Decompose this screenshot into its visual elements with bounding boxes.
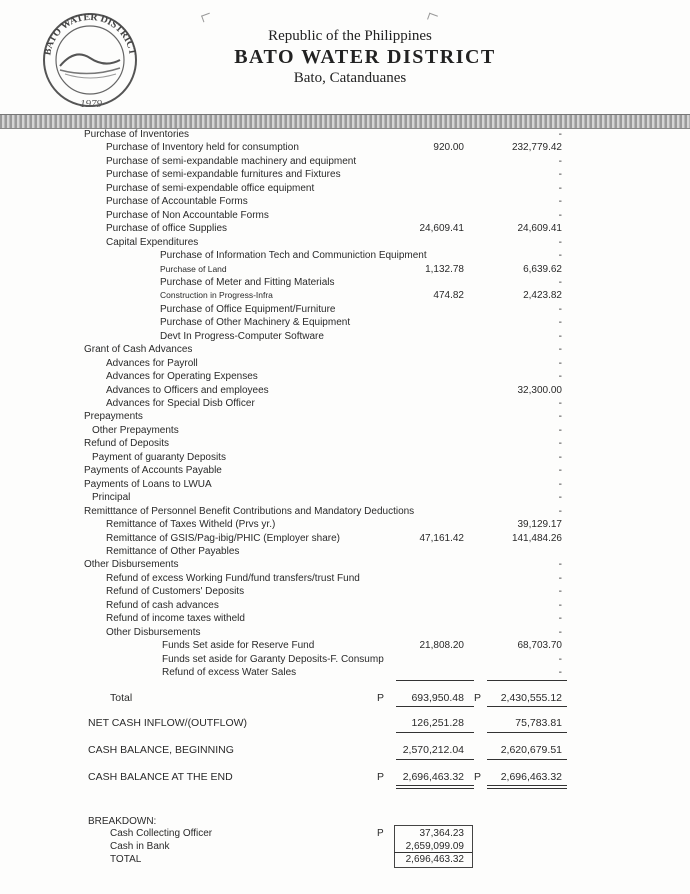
breakdown-label: Cash Collecting Officer bbox=[110, 828, 213, 839]
line-item-label: Purchase of Accountable Forms bbox=[106, 196, 248, 208]
line-item-value-1: 24,609.41 bbox=[419, 223, 464, 235]
line-item-label: Purchase of Inventories bbox=[84, 129, 190, 140]
line-item-value-2: - bbox=[558, 155, 562, 167]
line-item bbox=[0, 572, 690, 586]
total-value-2: 2,430,555.12 bbox=[500, 692, 562, 704]
line-item-value-1: 474.82 bbox=[433, 290, 464, 302]
line-item bbox=[0, 222, 690, 236]
line-item bbox=[0, 182, 690, 196]
line-item-value-2: 68,703.70 bbox=[517, 640, 562, 652]
line-item-value-2: - bbox=[558, 505, 562, 517]
net-value-2: 75,783.81 bbox=[515, 717, 562, 729]
line-item-value-2: - bbox=[558, 357, 562, 369]
line-item-value-2: 24,609.41 bbox=[517, 223, 562, 235]
breakdown-row bbox=[0, 853, 690, 867]
line-item-value-2: - bbox=[558, 667, 562, 678]
line-item-value-2: - bbox=[558, 478, 562, 490]
rule bbox=[487, 706, 567, 707]
line-item bbox=[0, 585, 690, 599]
header-location: Bato, Catanduanes bbox=[293, 70, 407, 86]
breakdown-box bbox=[394, 825, 473, 868]
line-item bbox=[0, 424, 690, 438]
line-item-value-2: - bbox=[558, 653, 562, 665]
line-item bbox=[0, 209, 690, 223]
line-item-value-1: 1,132.78 bbox=[425, 263, 464, 275]
end-value-2: 2,696,463.32 bbox=[500, 771, 562, 783]
line-item-label: Advances for Payroll bbox=[106, 357, 198, 369]
line-item bbox=[0, 626, 690, 640]
line-item bbox=[0, 478, 690, 492]
line-item-value-2: - bbox=[558, 250, 562, 262]
line-item-label: Payments of Loans to LWUA bbox=[84, 478, 212, 490]
line-item bbox=[0, 464, 690, 478]
rule bbox=[396, 732, 474, 733]
line-item-label: Purchase of Land bbox=[160, 263, 227, 274]
line-item-label: Advances for Operating Expenses bbox=[106, 371, 258, 383]
line-item bbox=[0, 599, 690, 613]
line-item-label: Purchase of semi-expandable furnitures and Fixtures bbox=[106, 169, 341, 181]
line-item-label: Purchase of office Supplies bbox=[106, 223, 228, 235]
line-item bbox=[0, 491, 690, 505]
line-item-value-2: - bbox=[558, 182, 562, 194]
line-item bbox=[0, 451, 690, 465]
line-item-value-2: - bbox=[558, 492, 562, 504]
line-item-label: Refund of excess Working Fund/fund transfers/trust Fund bbox=[106, 572, 360, 584]
scan-mark bbox=[201, 13, 212, 23]
line-item bbox=[0, 343, 690, 357]
line-item-value-2: 141,484.26 bbox=[511, 532, 562, 544]
breakdown-row bbox=[0, 840, 690, 854]
line-item-value-2: - bbox=[558, 626, 562, 638]
peso-sign: P bbox=[474, 771, 482, 783]
line-item bbox=[0, 155, 690, 169]
line-item bbox=[0, 141, 690, 155]
begin-value-1: 2,570,212.04 bbox=[402, 744, 464, 756]
breakdown-value: 2,696,463.32 bbox=[405, 854, 464, 865]
line-item-value-2: - bbox=[558, 613, 562, 625]
breakdown-value: 2,659,099.09 bbox=[405, 841, 464, 852]
line-item-label: Funds set aside for Garanty Deposits-F. Consump bbox=[162, 653, 384, 665]
line-item bbox=[0, 558, 690, 572]
line-item bbox=[0, 653, 690, 667]
line-item-label: Remitttance of Personnel Benefit Contributions and Mandatory Deductions bbox=[84, 505, 415, 517]
line-item-label: Purchase of Information Tech and Communiction Equipment bbox=[160, 250, 427, 262]
breakdown-label: Cash in Bank bbox=[110, 841, 170, 852]
line-item-value-2: 39,129.17 bbox=[517, 519, 562, 531]
line-item bbox=[0, 263, 690, 277]
line-item bbox=[0, 518, 690, 532]
line-item bbox=[0, 505, 690, 519]
line-item-value-2: 232,779.42 bbox=[511, 142, 562, 154]
rule bbox=[487, 680, 567, 681]
begin-label: CASH BALANCE, BEGINNING bbox=[88, 744, 234, 756]
line-item bbox=[0, 330, 690, 344]
peso-sign: P bbox=[474, 692, 482, 704]
line-item bbox=[0, 545, 690, 559]
end-label: CASH BALANCE AT THE END bbox=[88, 771, 233, 783]
line-item bbox=[0, 357, 690, 371]
net-label: NET CASH INFLOW/(OUTFLOW) bbox=[88, 717, 248, 729]
seal-year: 1979 bbox=[80, 98, 102, 110]
line-item-label: Other Disbursements bbox=[106, 626, 201, 638]
rule bbox=[487, 732, 567, 733]
line-item-label: Purchase of Meter and Fitting Materials bbox=[160, 276, 335, 288]
line-item-label: Purchase of Non Accountable Forms bbox=[106, 209, 269, 221]
line-item-label: Refund of cash advances bbox=[106, 599, 219, 611]
line-item bbox=[0, 639, 690, 653]
net-row bbox=[0, 717, 690, 731]
peso-sign: P bbox=[377, 828, 384, 839]
line-item-label: Refund of excess Water Sales bbox=[162, 667, 297, 678]
peso-sign: P bbox=[377, 692, 385, 704]
line-item-value-2: - bbox=[558, 276, 562, 288]
line-item bbox=[0, 410, 690, 424]
line-item-value-2: - bbox=[558, 303, 562, 315]
line-item-value-2: - bbox=[558, 559, 562, 571]
line-item-label: Advances for Special Disb Officer bbox=[106, 398, 255, 409]
line-item-value-2: 6,639.62 bbox=[523, 263, 562, 275]
line-item-value-2: - bbox=[558, 344, 562, 356]
line-item bbox=[0, 397, 690, 411]
line-item-label: Remittance of Other Payables bbox=[106, 545, 240, 557]
line-item bbox=[0, 128, 690, 142]
peso-sign: P bbox=[377, 771, 385, 783]
breakdown-value: 37,364.23 bbox=[419, 828, 464, 839]
double-rule bbox=[487, 785, 567, 789]
scan-mark bbox=[427, 13, 438, 23]
line-item bbox=[0, 303, 690, 317]
line-item-value-1: 21,808.20 bbox=[419, 640, 464, 652]
line-item-value-2: 2,423.82 bbox=[523, 290, 562, 302]
header-republic: Republic of the Philippines bbox=[268, 28, 432, 44]
line-item-label: Payments of Accounts Payable bbox=[84, 465, 222, 477]
line-item-value-1: 920.00 bbox=[433, 142, 464, 154]
line-item bbox=[0, 289, 690, 303]
line-item-label: Funds Set aside for Reserve Fund bbox=[162, 640, 315, 652]
rule bbox=[396, 680, 474, 681]
total-row bbox=[0, 692, 690, 706]
line-item-value-2: - bbox=[558, 424, 562, 436]
line-item bbox=[0, 249, 690, 263]
line-item-value-2: - bbox=[558, 169, 562, 181]
line-item-label: Devt In Progress-Computer Software bbox=[160, 330, 324, 342]
total-value-1: 693,950.48 bbox=[411, 692, 464, 704]
rule bbox=[396, 759, 474, 760]
line-item bbox=[0, 168, 690, 182]
line-item-value-2: - bbox=[558, 411, 562, 423]
line-item-value-2: - bbox=[558, 465, 562, 477]
line-item-label: Remittance of GSIS/Pag-ibig/PHIC (Employer share) bbox=[106, 532, 340, 544]
rule bbox=[396, 706, 474, 707]
line-item-label: Purchase of Office Equipment/Furniture bbox=[160, 303, 336, 315]
line-item bbox=[0, 236, 690, 250]
line-item-value-2: - bbox=[558, 599, 562, 611]
net-value-1: 126,251.28 bbox=[411, 717, 464, 729]
line-item-value-2: - bbox=[558, 438, 562, 450]
double-rule bbox=[396, 785, 474, 789]
line-item-value-2: - bbox=[558, 398, 562, 409]
line-item-value-2: - bbox=[558, 317, 562, 329]
line-item-value-2: - bbox=[558, 371, 562, 383]
line-item-label: Advances to Officers and employees bbox=[106, 384, 269, 396]
line-item bbox=[0, 532, 690, 546]
breakdown-title: BREAKDOWN: bbox=[88, 816, 157, 827]
line-item-label: Other Prepayments bbox=[92, 424, 179, 436]
total-label: Total bbox=[110, 692, 133, 704]
header-band bbox=[0, 114, 690, 129]
rule bbox=[394, 852, 472, 853]
end-value-1: 2,696,463.32 bbox=[402, 771, 464, 783]
line-item-label: Purchase of semi-expandable machinery and equipment bbox=[106, 155, 357, 167]
seal-text: BATO WATER DISTRICT bbox=[42, 11, 138, 57]
line-item-label: Grant of Cash Advances bbox=[84, 344, 193, 356]
line-item-value-2: - bbox=[558, 451, 562, 463]
line-item-value-2: - bbox=[558, 572, 562, 584]
rule bbox=[487, 759, 567, 760]
line-item-value-1: 47,161.42 bbox=[419, 532, 464, 544]
line-item-label: Other Disbursements bbox=[84, 559, 179, 571]
line-item-label: Prepayments bbox=[84, 411, 143, 423]
line-item-label: Refund of Deposits bbox=[84, 438, 170, 450]
line-item-value-2: - bbox=[558, 236, 562, 248]
line-item-label: Payment of guaranty Deposits bbox=[92, 451, 226, 463]
line-item-label: Refund of Customers' Deposits bbox=[106, 586, 245, 598]
line-item bbox=[0, 437, 690, 451]
line-item bbox=[0, 612, 690, 626]
line-item-value-2: - bbox=[558, 330, 562, 342]
line-item-label: Remittance of Taxes Witheld (Prvs yr.) bbox=[106, 519, 276, 531]
line-item-label: Purchase of Inventory held for consumption bbox=[106, 142, 299, 154]
header-district: BATO WATER DISTRICT bbox=[234, 46, 496, 68]
line-item-value-2: - bbox=[558, 586, 562, 598]
breakdown-label: TOTAL bbox=[110, 854, 142, 865]
line-item-label: Purchase of Other Machinery & Equipment bbox=[160, 317, 351, 329]
line-item bbox=[0, 666, 690, 680]
line-item-value-2: - bbox=[558, 209, 562, 221]
line-item bbox=[0, 370, 690, 384]
line-item-value-2: - bbox=[558, 129, 562, 140]
end-row bbox=[0, 771, 690, 785]
line-item bbox=[0, 195, 690, 209]
breakdown-row bbox=[0, 827, 690, 841]
line-item-label: Purchase of semi-expendable office equipment bbox=[106, 182, 315, 194]
line-item bbox=[0, 316, 690, 330]
begin-row bbox=[0, 744, 690, 758]
line-item bbox=[0, 276, 690, 290]
line-item-value-2: 32,300.00 bbox=[517, 384, 562, 396]
line-item-label: Refund of income taxes witheld bbox=[106, 613, 245, 625]
line-item-label: Construction in Progress-Infra bbox=[160, 290, 273, 301]
line-item bbox=[0, 384, 690, 398]
line-item-label: Principal bbox=[92, 492, 131, 504]
line-item-value-2: - bbox=[558, 196, 562, 208]
begin-value-2: 2,620,679.51 bbox=[500, 744, 562, 756]
line-item-label: Capital Expenditures bbox=[106, 236, 199, 248]
